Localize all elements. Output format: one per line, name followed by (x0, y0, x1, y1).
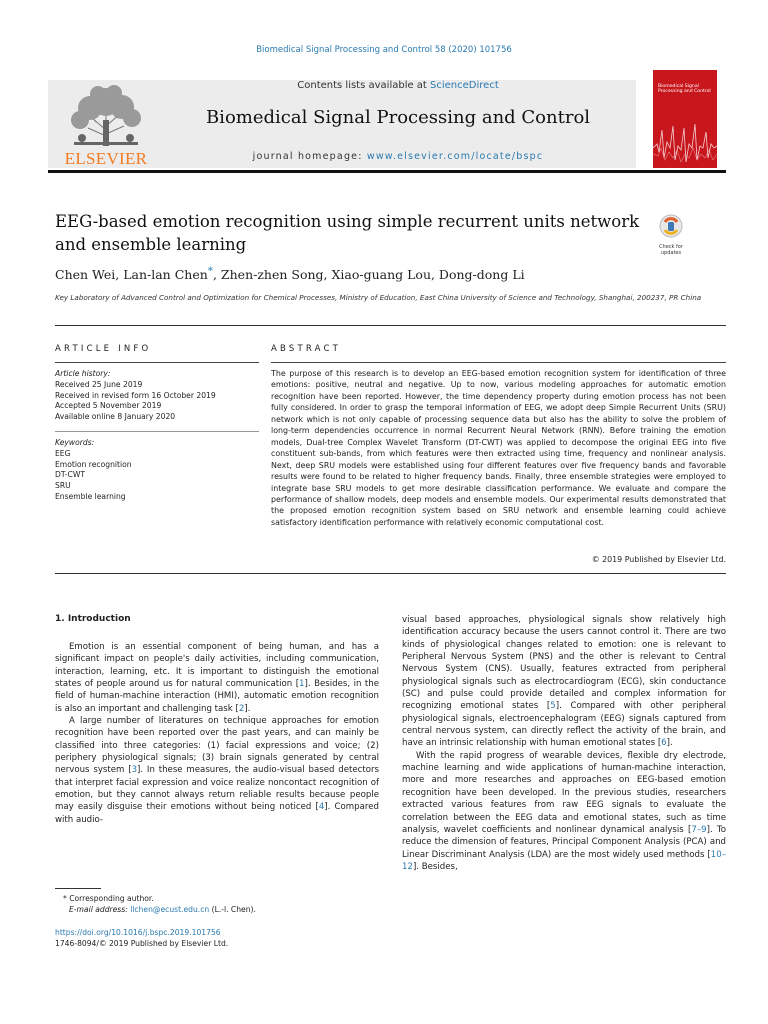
keyword-item: Emotion recognition (55, 459, 132, 469)
body-column-right (402, 614, 726, 873)
article-history-heading: Article history: (55, 369, 111, 378)
citation-link[interactable]: 7–9 (691, 824, 707, 835)
keyword-item: DT-CWT (55, 470, 85, 480)
email-link[interactable]: llchen@ecust.edu.cn (130, 905, 210, 914)
keyword-item: EEG (55, 448, 71, 458)
corresponding-author-note: Corresponding author. (69, 894, 154, 903)
email-label: E-mail address: (69, 905, 131, 914)
masthead-divider (48, 170, 726, 173)
paragraph: visual based approaches, physiological signals show relatively high identification accuracy because the users cannot control it. There are two kinds of physiological changes related to emotion: one is relevant to Peripheral Nervous System (PNS) and the other is relevant to Central Nervous System (CNS). Usually, features extracted from peripheral physiological signals such as electrocardiogram (ECG), skin conductance (SC) and pulse could provide detailed and complex information for recognizing emotional states [5]. Compared with other peripheral physiological signals, electroencephalogram (EEG) signals captured from central nervous system, can directly reflect the activity of the brain, and have an intrinsic relationship with human emotional states [6]. (402, 615, 726, 749)
footnote-rule (55, 888, 101, 889)
check-updates-line1: Check for (659, 244, 683, 250)
introduction-heading: 1. Introduction (55, 614, 131, 624)
history-item: Available online 8 January 2020 (55, 412, 176, 422)
paragraph: Emotion is an essential component of being human, and has a significant impact on people's daily activities, including communication, interaction, learning, etc. It is important to distinguish the emotional states of people around us for natural communication [1]. Besides, in the field of human-machine interaction (HMI), automatic emotion recognition is also an important and challenging task [2]. (55, 642, 379, 714)
section-divider (55, 325, 726, 326)
journal-reference-link[interactable]: Biomedical Signal Processing and Control 58 (2020) 101756 (256, 45, 512, 55)
citation-link[interactable]: 10–12 (402, 849, 726, 872)
citation-link[interactable]: 3 (131, 765, 138, 776)
corresponding-author-link[interactable]: * (207, 265, 213, 277)
article-title: EEG-based emotion recognition using simple recurrent units network and ensemble learning (55, 212, 640, 254)
doi-link[interactable]: https://doi.org/10.1016/j.bspc.2019.101756 (55, 928, 221, 937)
body-column-left (55, 641, 379, 826)
journal-homepage-line: journal homepage: www.elsevier.com/locate/bspc (252, 151, 544, 162)
abstract-rule (271, 362, 726, 363)
author-affiliation: Key Laboratory of Advanced Control and Optimization for Chemical Processes, Ministry of Education, East China University of Science and Technology, Shanghai, 200237, PR China (55, 293, 702, 302)
citation-link[interactable]: 2 (238, 703, 245, 714)
journal-homepage-link[interactable]: www.elsevier.com/locate/bspc (366, 151, 544, 162)
cover-title: Biomedical Signal Processing and Control (658, 84, 711, 95)
paragraph: A large number of literatures on technique approaches for emotion recognition have been reported over the past years, and can mainly be classified into three categories: (1) facial expressions and voice; (2) periphery physiological signals; (3) brain signals generated by central nervous system [3]. In these measures, the audio-visual based detectors that interpret facial expression and voice realize noncontact recognition of emotion, but they cannot always return reliable results because people may easily disguise their emotions without being noticed [4]. Compared with audio- (55, 716, 380, 825)
article-info-rule (55, 362, 259, 363)
abstract-text: The purpose of this research is to develop an EEG-based emotion recognition system for identification of three emotions: positive, neutral and negative. Up to now, various modeling approaches for automatic emotion recognition have been reported. However, the time dependency property during emotion process has not been fully considered. In order to grasp the temporal information of EEG, we adopt deep Simple Recurrent Units (SRU) network which is not only capable of processing sequence data but also has the ability to solve the problem of long-term dependencies occurrence in normal Recurrent Neural Network (RNN). Before training the emotion models, Dual-tree Complex Wavelet Transform (DT-CWT) was applied to decompose the original EEG into five constituent sub-bands, from which features were then extracted using time, frequency and nonlinear analysis. Next, deep SRU models were established using four different features over five frequency bands and favorable results were found to be related to higher frequency bands. Finally, three ensemble strategies were employed to integrate base SRU models to get more desirable classification performance. We evaluate and compare the performance of shallow models, deep models and ensemble models. Our experimental results demonstrated that the proposed emotion recognition system based on SRU network and ensemble learning could achieve satisfactory identification performance with relatively economic computational cost. (271, 369, 726, 527)
keywords-block (55, 438, 259, 503)
keywords-rule (55, 431, 259, 432)
journal-title: Biomedical Signal Processing and Control (205, 107, 591, 128)
check-for-updates-badge[interactable] (653, 213, 689, 256)
keyword-item: SRU (55, 481, 71, 491)
history-item: Received 25 June 2019 (55, 379, 143, 389)
footnote-star: * (63, 894, 67, 903)
cover-waveform-graphic (653, 118, 717, 168)
citation-link[interactable]: 4 (318, 802, 325, 813)
section-divider (55, 573, 726, 574)
keywords-heading: Keywords: (55, 438, 95, 447)
citation-link[interactable]: 5 (550, 701, 556, 712)
contents-lists-line: Contents lists available at ScienceDirect (297, 80, 499, 91)
footnote: * Corresponding author. E-mail address: llchen@ecust.edu.cn (L.-l. Chen). (63, 894, 256, 914)
check-updates-line2: updates (660, 249, 682, 256)
article-history (55, 369, 259, 423)
citation-link[interactable]: 1 (299, 679, 305, 690)
paragraph: With the rapid progress of wearable devices, flexible dry electrode, machine learning and wide applications of human-machine interaction, more and more researches and approaches on EEG-based emotion recognition have been developed. In the previous studies, researchers extracted various features from raw EEG signals to evaluate the correlation between the EEG data and emotional states, such as time analysis, wavelet coefficients and nonlinear dynamical analysis [7–9]. To reduce the dimension of features, Principal Component Analysis (PCA) and Linear Discriminant Analysis (LDA) are the most widely used methods [10–12]. Besides, (402, 750, 726, 872)
check-for-updates-icon (653, 213, 689, 241)
doi-block (55, 927, 385, 949)
author-list: Chen Wei, Lan-lan Chen*, Zhen-zhen Song, Xiao-guang Lou, Dong-dong Li (55, 265, 525, 283)
elsevier-wordmark: ELSEVIER (64, 149, 148, 168)
citation-link[interactable]: 6 (661, 738, 667, 749)
sciencedirect-link[interactable]: ScienceDirect (430, 80, 499, 91)
article-info-heading: ARTICLE INFO (55, 344, 152, 354)
abstract-heading: ABSTRACT (271, 344, 342, 354)
history-item: Accepted 5 November 2019 (55, 401, 162, 411)
abstract-copyright: © 2019 Published by Elsevier Ltd. (591, 555, 726, 564)
issn-line: 1746-8094/© 2019 Published by Elsevier Ltd. (55, 939, 229, 948)
keyword-item: Ensemble learning (55, 491, 126, 501)
journal-cover-image[interactable] (653, 70, 717, 168)
history-item: Received in revised form 16 October 2019 (55, 390, 216, 400)
